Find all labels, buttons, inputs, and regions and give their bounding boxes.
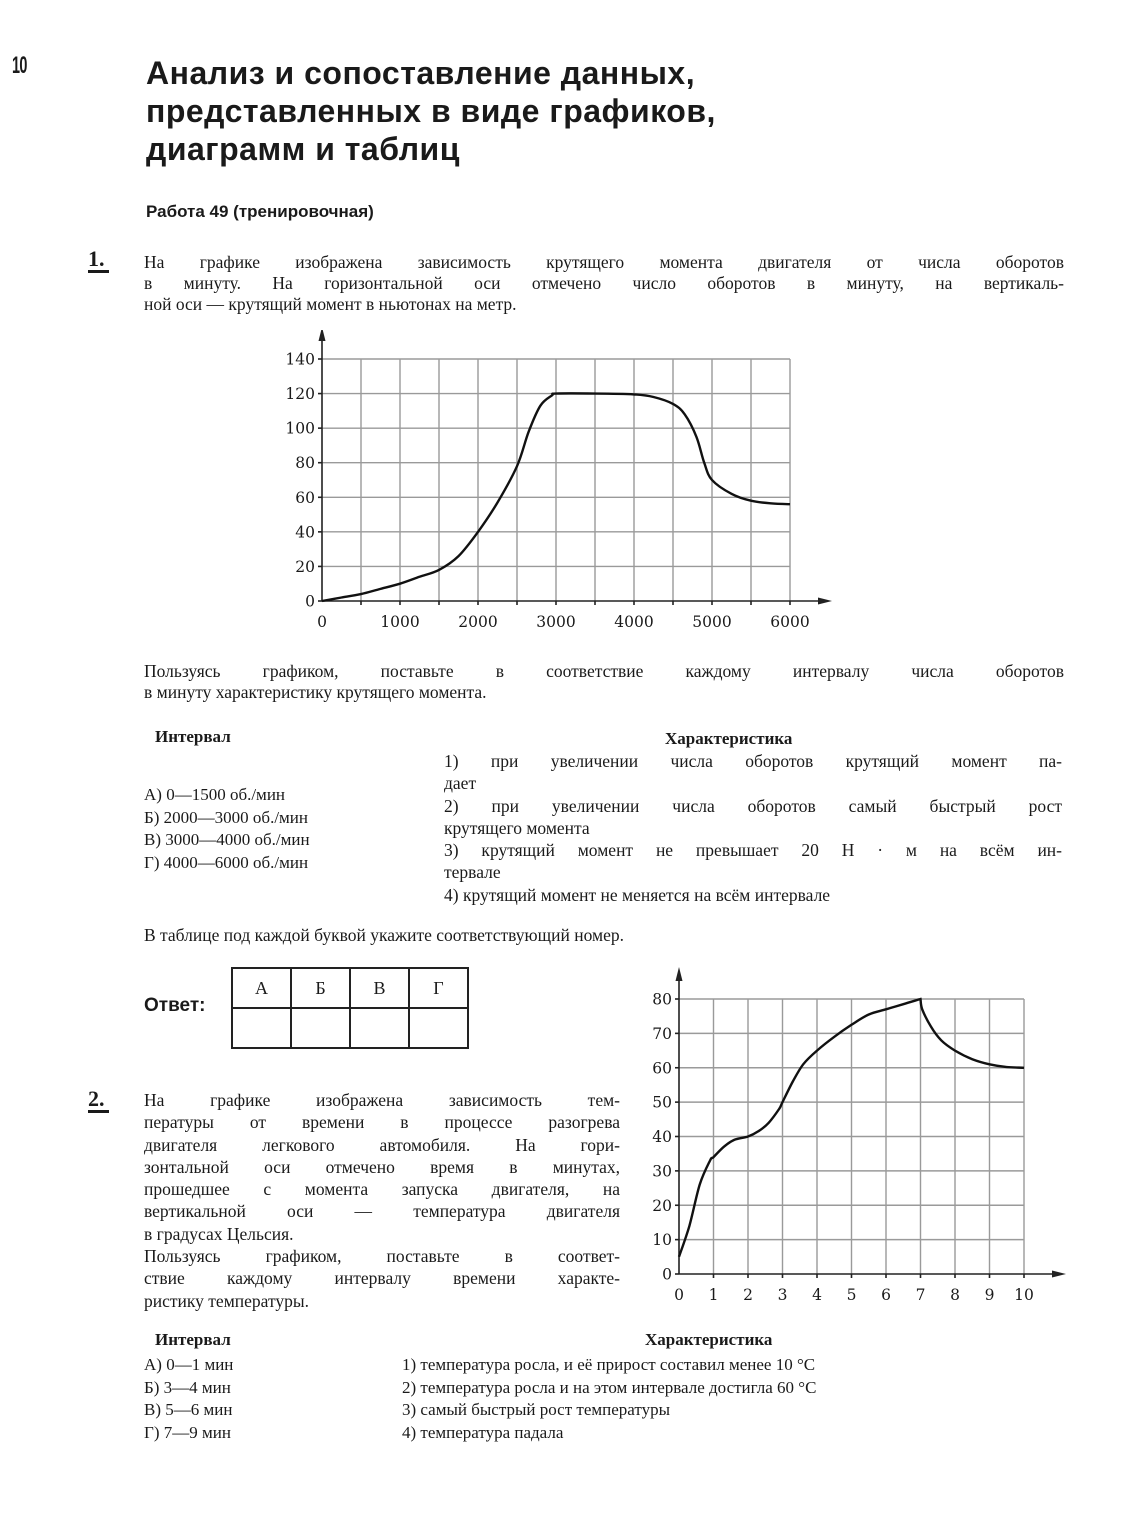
- chart-grid: [679, 999, 1024, 1274]
- task1-description-line: ной оси — крутящий момент в ньютонах на метр.: [144, 294, 517, 314]
- task2-interval-item: В) 5—6 мин: [144, 1400, 233, 1419]
- task2-characteristics-list: [402, 1354, 816, 1444]
- chart-grid: [322, 359, 790, 601]
- task1-characteristic-line: 3) крутящий момент не превышает 20 Н · м на всём ин-: [444, 840, 1062, 861]
- y-tick-label: 40: [652, 1128, 672, 1146]
- answer-cell-a[interactable]: [232, 1008, 291, 1048]
- x-tick-label: 0: [674, 1286, 684, 1304]
- task1-table-instruction: В таблице под каждой буквой укажите соответствующий номер.: [144, 925, 624, 945]
- task1-characteristics-list: [444, 750, 1062, 906]
- y-tick-label: 80: [295, 454, 315, 473]
- title-line: диаграмм и таблиц: [146, 131, 460, 167]
- answer-cell-v[interactable]: [350, 1008, 409, 1048]
- y-tick-label: 100: [285, 419, 315, 438]
- task2-description-line: ствие каждому интервалу времени характе-: [144, 1268, 620, 1289]
- task2-characteristic-header: Характеристика: [645, 1330, 773, 1349]
- page-number: 10: [12, 52, 27, 79]
- task2-characteristic-item: 4) температура падала: [402, 1422, 564, 1442]
- task2-description-line: пературы от времени в процессе разогрева: [144, 1112, 620, 1133]
- x-tick-label: 4000: [614, 613, 654, 631]
- task1-interval-item: А) 0—1500 об./мин: [144, 785, 286, 804]
- task2-description-line: ристику температуры.: [144, 1290, 310, 1311]
- x-axis-arrow-icon: [818, 598, 832, 605]
- task2-description-line: в градусах Цельсия.: [144, 1223, 294, 1244]
- task1-characteristic-line: крутящего момента: [444, 817, 590, 838]
- x-tick-label: 5000: [692, 613, 732, 631]
- task1-interval-header: Интервал: [155, 727, 231, 746]
- x-tick-label: 9: [984, 1286, 995, 1304]
- answer-table-input-row: [232, 1008, 468, 1048]
- y-tick-label: 20: [652, 1196, 672, 1215]
- x-tick-label: 4: [812, 1286, 822, 1304]
- y-axis-arrow-icon: [676, 967, 683, 981]
- work-subtitle: Работа 49 (тренировочная): [146, 202, 374, 221]
- x-tick-label: 2000: [458, 613, 498, 631]
- task1-number: 1.: [88, 248, 109, 273]
- task2-interval-item: Г) 7—9 мин: [144, 1422, 231, 1442]
- task1-interval-item: В) 3000—4000 об./мин: [144, 830, 310, 849]
- answer-cell-g[interactable]: [409, 1008, 468, 1048]
- task1-characteristic-line: дает: [444, 773, 477, 794]
- task1-interval-item: Г) 4000—6000 об./мин: [144, 852, 309, 872]
- task1-instruction-line: Пользуясь графиком, поставьте в соответствие каждому интервалу числа оборотов: [144, 661, 1064, 681]
- task1-characteristic-line: тервале: [444, 862, 501, 883]
- answer-table-header-row: [232, 968, 468, 1008]
- y-tick-label: 140: [285, 350, 315, 369]
- y-tick-label: 0: [305, 592, 315, 611]
- task1-characteristic-line: 1) при увеличении числа оборотов крутящий момент па-: [444, 751, 1062, 771]
- x-tick-label: 6: [881, 1286, 891, 1304]
- page-title: [146, 54, 906, 168]
- x-tick-label: 5: [846, 1286, 857, 1304]
- task2-description: [144, 1089, 620, 1312]
- chart-axes: [318, 330, 832, 605]
- x-tick-label: 8: [950, 1286, 960, 1304]
- task1-characteristic-header: Характеристика: [665, 729, 793, 748]
- x-tick-label: 10: [1014, 1286, 1034, 1304]
- task2-number: 2.: [88, 1088, 109, 1113]
- chart-tick-labels: [285, 351, 809, 632]
- y-axis-arrow-icon: [319, 330, 326, 341]
- task2-intervals-list: [144, 1354, 233, 1444]
- answer-column-header: А: [232, 968, 291, 1008]
- y-tick-label: 20: [295, 557, 315, 576]
- y-tick-label: 30: [652, 1162, 672, 1181]
- answer-label: Ответ:: [144, 995, 206, 1016]
- task1-instruction-line: в минуту характеристику крутящего момента.: [144, 682, 487, 702]
- task1-instruction: [144, 661, 1064, 703]
- task2-description-line: двигателя легкового автомобиля. На гори-: [144, 1134, 620, 1155]
- y-tick-label: 0: [662, 1265, 672, 1284]
- task2-interval-item: А) 0—1 мин: [144, 1355, 234, 1374]
- task1-interval-item: Б) 2000—3000 об./мин: [144, 807, 308, 827]
- task2-interval-item: Б) 3—4 мин: [144, 1377, 231, 1397]
- x-tick-label: 3000: [536, 613, 576, 631]
- task1-intervals-list: [144, 784, 310, 874]
- y-tick-label: 40: [295, 523, 315, 542]
- answer-column-header: Г: [409, 968, 468, 1008]
- y-tick-label: 120: [285, 385, 315, 404]
- title-line: представленных в виде графиков,: [146, 93, 716, 129]
- answer-table: [231, 967, 469, 1049]
- task1-description-line: На графике изображена зависимость крутящего момента двигателя от числа оборотов: [144, 252, 1064, 272]
- task2-characteristic-item: 2) температура росла и на этом интервале достигла 60 °С: [402, 1377, 817, 1397]
- title-line: Анализ и сопоставление данных,: [146, 55, 696, 91]
- task2-interval-header: Интервал: [155, 1330, 231, 1349]
- x-tick-label: 1000: [380, 613, 420, 631]
- chart-tick-labels: [652, 991, 1034, 1305]
- x-tick-label: 6000: [770, 613, 810, 631]
- temperature-chart: [630, 960, 1070, 1310]
- task2-characteristic-item: 1) температура росла, и её прирост составил менее 10 °С: [402, 1355, 816, 1374]
- x-tick-label: 3: [777, 1286, 788, 1304]
- x-tick-label: 2: [743, 1286, 753, 1304]
- task2-description-line: зонтальной оси отмечено время в минутах,: [144, 1156, 620, 1177]
- answer-cell-b[interactable]: [291, 1008, 350, 1048]
- x-tick-label: 1: [708, 1286, 719, 1304]
- y-tick-label: 10: [652, 1231, 672, 1250]
- y-tick-label: 70: [652, 1024, 672, 1043]
- y-tick-label: 60: [652, 1059, 672, 1078]
- task1-characteristic-line: 4) крутящий момент не меняется на всём интервале: [444, 884, 831, 905]
- task2-description-line: вертикальной оси — температура двигателя: [144, 1201, 620, 1222]
- answer-column-header: Б: [291, 968, 350, 1008]
- task2-description-line: Пользуясь графиком, поставьте в соответ-: [144, 1246, 620, 1267]
- task2-characteristic-item: 3) самый быстрый рост температуры: [402, 1400, 671, 1419]
- answer-column-header: В: [350, 968, 409, 1008]
- task1-description: [144, 252, 1064, 315]
- y-tick-label: 60: [295, 488, 315, 507]
- y-tick-label: 80: [652, 990, 672, 1009]
- task2-description-line: прошедшее с момента запуска двигателя, на: [144, 1179, 620, 1200]
- x-tick-label: 7: [915, 1286, 926, 1304]
- task1-characteristic-line: 2) при увеличении числа оборотов самый быстрый рост: [444, 795, 1062, 816]
- x-tick-label: 0: [317, 613, 327, 631]
- x-axis-arrow-icon: [1052, 1271, 1066, 1278]
- y-tick-label: 50: [652, 1093, 672, 1112]
- torque-chart: [270, 330, 840, 640]
- task1-description-line: в минуту. На горизонтальной оси отмечено число оборотов в минуту, на вертикаль-: [144, 273, 1064, 293]
- task2-description-line: На графике изображена зависимость тем-: [144, 1090, 620, 1110]
